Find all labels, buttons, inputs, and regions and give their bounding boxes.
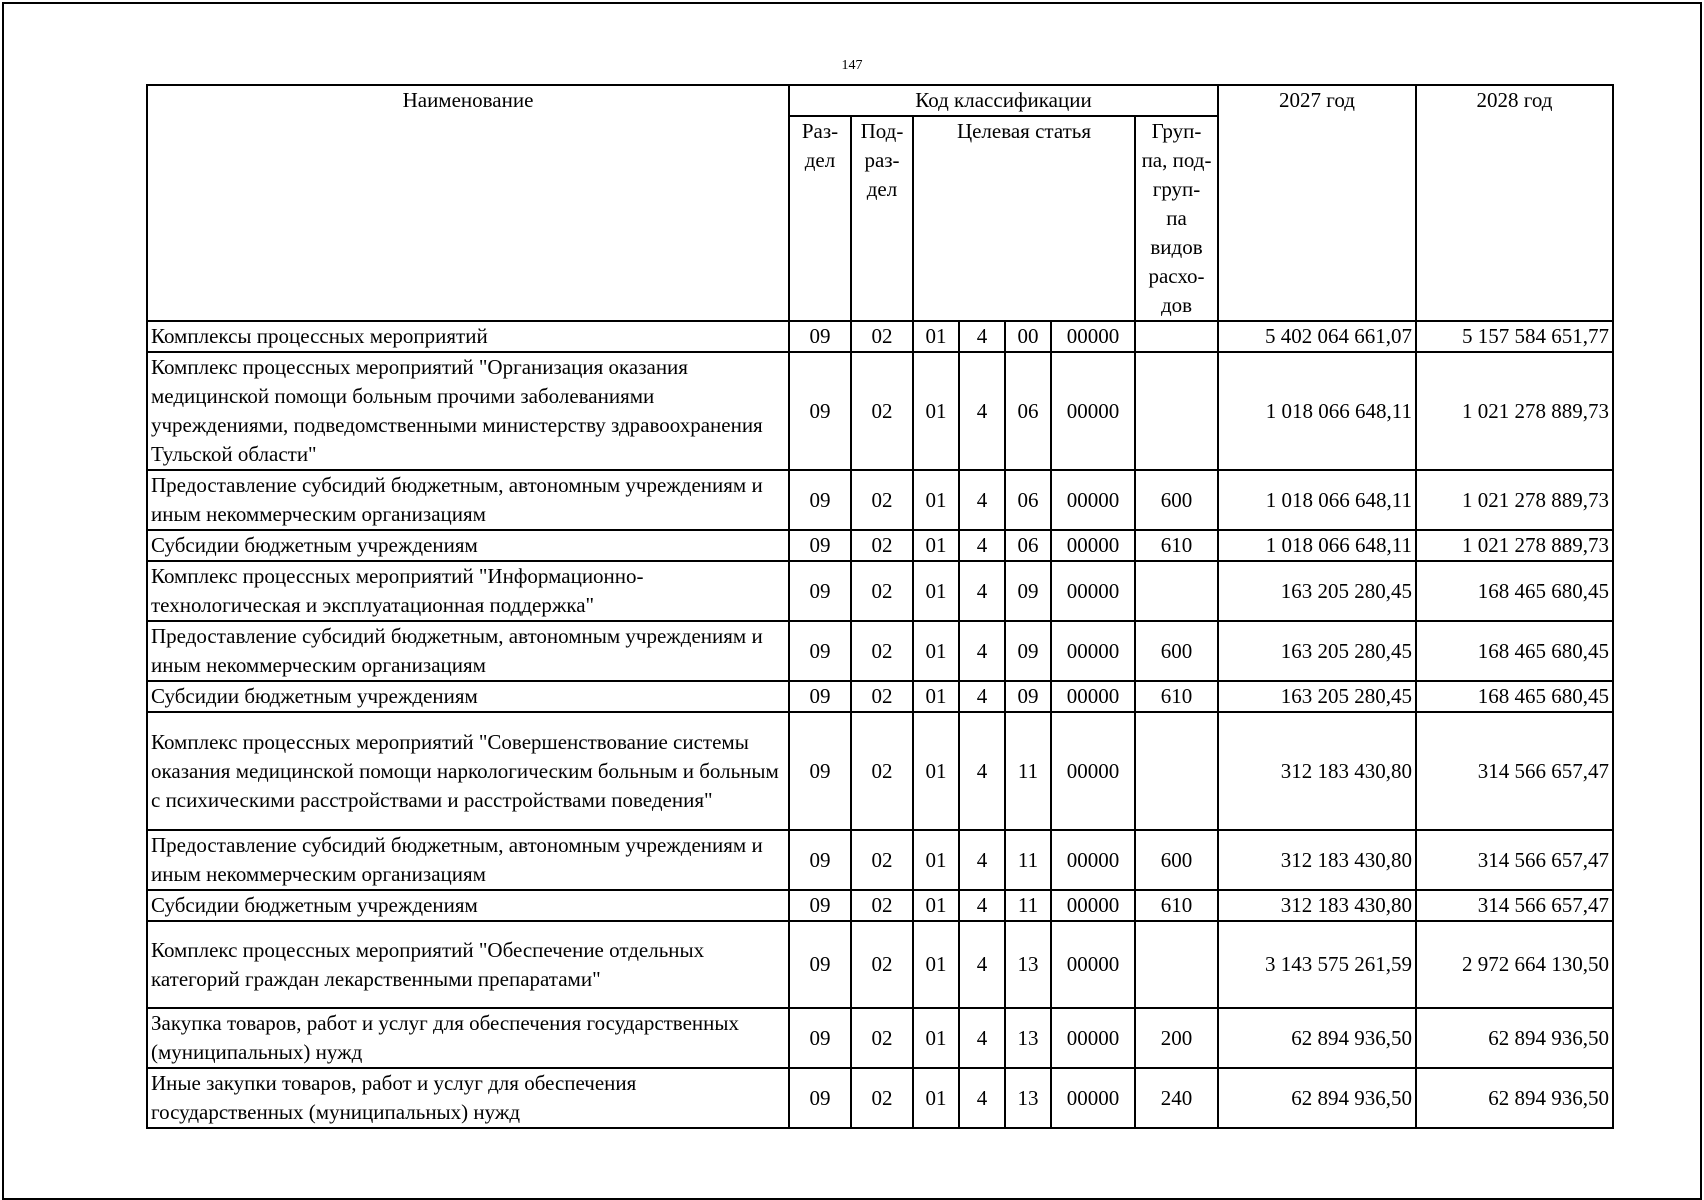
table-row xyxy=(147,470,1613,530)
target-direction-cell: 00000 xyxy=(1051,890,1135,921)
target-type-cell: 4 xyxy=(959,470,1005,530)
target-type-cell: 4 xyxy=(959,352,1005,470)
amount-2028-cell: 168 465 680,45 xyxy=(1416,621,1613,681)
table-row xyxy=(147,561,1613,621)
target-direction-cell: 00000 xyxy=(1051,1068,1135,1128)
row-name: Комплекс процессных мероприятий "Информационно-технологическая и эксплуатационная поддержка" xyxy=(147,561,789,621)
target-program-cell: 01 xyxy=(913,352,959,470)
target-direction-cell: 00000 xyxy=(1051,561,1135,621)
podrazdel-cell: 02 xyxy=(851,890,913,921)
target-direction-cell: 00000 xyxy=(1051,712,1135,830)
expense-group-cell: 600 xyxy=(1135,830,1218,890)
expense-group-cell: 240 xyxy=(1135,1068,1218,1128)
target-complex-cell: 13 xyxy=(1005,1068,1051,1128)
table-row xyxy=(147,890,1613,921)
amount-2027-cell: 5 402 064 661,07 xyxy=(1218,321,1416,352)
expense-group-cell xyxy=(1135,561,1218,621)
header-podrazdel: Под- раз- дел xyxy=(851,116,913,321)
expense-group-cell xyxy=(1135,921,1218,1008)
amount-2027-cell: 312 183 430,80 xyxy=(1218,830,1416,890)
target-program-cell: 01 xyxy=(913,321,959,352)
expense-group-cell xyxy=(1135,321,1218,352)
razdel-cell: 09 xyxy=(789,921,851,1008)
target-type-cell: 4 xyxy=(959,1008,1005,1068)
row-name: Предоставление субсидий бюджетным, автономным учреждениям и иным некоммерческим организациям xyxy=(147,830,789,890)
expense-group-cell: 610 xyxy=(1135,681,1218,712)
target-complex-cell: 09 xyxy=(1005,621,1051,681)
table-row xyxy=(147,681,1613,712)
amount-2028-cell: 168 465 680,45 xyxy=(1416,561,1613,621)
podrazdel-cell: 02 xyxy=(851,321,913,352)
target-type-cell: 4 xyxy=(959,681,1005,712)
row-name: Комплекс процессных мероприятий "Обеспечение отдельных категорий граждан лекарственными препаратами" xyxy=(147,921,789,1008)
table-row xyxy=(147,1008,1613,1068)
row-name: Комплекс процессных мероприятий "Совершенствование системы оказания медицинской помощи наркологическим больным и больным с психическими расстройствами и расстройствами поведения" xyxy=(147,712,789,830)
podrazdel-cell: 02 xyxy=(851,1008,913,1068)
target-complex-cell: 06 xyxy=(1005,530,1051,561)
row-name: Предоставление субсидий бюджетным, автономным учреждениям и иным некоммерческим организациям xyxy=(147,621,789,681)
razdel-cell: 09 xyxy=(789,1068,851,1128)
header-year-2027: 2027 год xyxy=(1218,85,1416,321)
target-complex-cell: 06 xyxy=(1005,470,1051,530)
target-program-cell: 01 xyxy=(913,530,959,561)
target-program-cell: 01 xyxy=(913,890,959,921)
target-type-cell: 4 xyxy=(959,321,1005,352)
row-name: Закупка товаров, работ и услуг для обеспечения государственных (муниципальных) нужд xyxy=(147,1008,789,1068)
target-complex-cell: 13 xyxy=(1005,921,1051,1008)
target-complex-cell: 06 xyxy=(1005,352,1051,470)
target-direction-cell: 00000 xyxy=(1051,530,1135,561)
razdel-cell: 09 xyxy=(789,681,851,712)
expense-group-cell: 610 xyxy=(1135,890,1218,921)
table-row xyxy=(147,352,1613,470)
razdel-cell: 09 xyxy=(789,530,851,561)
table-body xyxy=(147,321,1613,1128)
expense-group-cell: 200 xyxy=(1135,1008,1218,1068)
razdel-cell: 09 xyxy=(789,1008,851,1068)
target-program-cell: 01 xyxy=(913,470,959,530)
amount-2028-cell: 62 894 936,50 xyxy=(1416,1008,1613,1068)
table-row xyxy=(147,830,1613,890)
amount-2027-cell: 163 205 280,45 xyxy=(1218,561,1416,621)
amount-2027-cell: 62 894 936,50 xyxy=(1218,1068,1416,1128)
target-program-cell: 01 xyxy=(913,712,959,830)
razdel-cell: 09 xyxy=(789,712,851,830)
target-type-cell: 4 xyxy=(959,621,1005,681)
target-direction-cell: 00000 xyxy=(1051,352,1135,470)
amount-2027-cell: 312 183 430,80 xyxy=(1218,712,1416,830)
target-direction-cell: 00000 xyxy=(1051,681,1135,712)
razdel-cell: 09 xyxy=(789,621,851,681)
podrazdel-cell: 02 xyxy=(851,621,913,681)
expense-group-cell xyxy=(1135,352,1218,470)
amount-2027-cell: 163 205 280,45 xyxy=(1218,681,1416,712)
target-complex-cell: 11 xyxy=(1005,890,1051,921)
target-program-cell: 01 xyxy=(913,621,959,681)
amount-2028-cell: 314 566 657,47 xyxy=(1416,890,1613,921)
razdel-cell: 09 xyxy=(789,321,851,352)
table-row xyxy=(147,1068,1613,1128)
target-program-cell: 01 xyxy=(913,681,959,712)
target-complex-cell: 09 xyxy=(1005,561,1051,621)
target-direction-cell: 00000 xyxy=(1051,921,1135,1008)
razdel-cell: 09 xyxy=(789,352,851,470)
target-program-cell: 01 xyxy=(913,1068,959,1128)
row-name: Комплекс процессных мероприятий "Организация оказания медицинской помощи больным прочими заболеваниями учреждениями, подведомственными министерству здравоохранения Тульской области" xyxy=(147,352,789,470)
row-name: Субсидии бюджетным учреждениям xyxy=(147,681,789,712)
amount-2028-cell: 62 894 936,50 xyxy=(1416,1068,1613,1128)
podrazdel-cell: 02 xyxy=(851,530,913,561)
header-target-article: Целевая статья xyxy=(913,116,1135,321)
target-complex-cell: 09 xyxy=(1005,681,1051,712)
amount-2027-cell: 312 183 430,80 xyxy=(1218,890,1416,921)
row-name: Комплексы процессных мероприятий xyxy=(147,321,789,352)
target-complex-cell: 11 xyxy=(1005,712,1051,830)
header-name: Наименование xyxy=(147,85,789,321)
amount-2028-cell: 1 021 278 889,73 xyxy=(1416,530,1613,561)
podrazdel-cell: 02 xyxy=(851,921,913,1008)
razdel-cell: 09 xyxy=(789,561,851,621)
target-direction-cell: 00000 xyxy=(1051,321,1135,352)
amount-2028-cell: 5 157 584 651,77 xyxy=(1416,321,1613,352)
target-complex-cell: 13 xyxy=(1005,1008,1051,1068)
header-year-2028: 2028 год xyxy=(1416,85,1613,321)
budget-table xyxy=(146,84,1614,1129)
expense-group-cell xyxy=(1135,712,1218,830)
amount-2027-cell: 163 205 280,45 xyxy=(1218,621,1416,681)
expense-group-cell: 610 xyxy=(1135,530,1218,561)
target-direction-cell: 00000 xyxy=(1051,470,1135,530)
table-row xyxy=(147,921,1613,1008)
target-type-cell: 4 xyxy=(959,530,1005,561)
target-program-cell: 01 xyxy=(913,561,959,621)
amount-2027-cell: 62 894 936,50 xyxy=(1218,1008,1416,1068)
amount-2027-cell: 3 143 575 261,59 xyxy=(1218,921,1416,1008)
podrazdel-cell: 02 xyxy=(851,561,913,621)
podrazdel-cell: 02 xyxy=(851,712,913,830)
page-number: 147 xyxy=(841,58,863,73)
podrazdel-cell: 02 xyxy=(851,830,913,890)
razdel-cell: 09 xyxy=(789,470,851,530)
razdel-cell: 09 xyxy=(789,830,851,890)
row-name: Предоставление субсидий бюджетным, автономным учреждениям и иным некоммерческим организациям xyxy=(147,470,789,530)
target-type-cell: 4 xyxy=(959,890,1005,921)
razdel-cell: 09 xyxy=(789,890,851,921)
expense-group-cell: 600 xyxy=(1135,470,1218,530)
amount-2028-cell: 314 566 657,47 xyxy=(1416,830,1613,890)
table-row xyxy=(147,321,1613,352)
table-row xyxy=(147,621,1613,681)
expense-group-cell: 600 xyxy=(1135,621,1218,681)
amount-2028-cell: 2 972 664 130,50 xyxy=(1416,921,1613,1008)
row-name: Субсидии бюджетным учреждениям xyxy=(147,530,789,561)
target-complex-cell: 00 xyxy=(1005,321,1051,352)
header-razdel: Раз- дел xyxy=(789,116,851,321)
target-type-cell: 4 xyxy=(959,921,1005,1008)
amount-2027-cell: 1 018 066 648,11 xyxy=(1218,530,1416,561)
target-type-cell: 4 xyxy=(959,561,1005,621)
amount-2028-cell: 1 021 278 889,73 xyxy=(1416,352,1613,470)
target-program-cell: 01 xyxy=(913,830,959,890)
amount-2027-cell: 1 018 066 648,11 xyxy=(1218,352,1416,470)
podrazdel-cell: 02 xyxy=(851,470,913,530)
row-name: Иные закупки товаров, работ и услуг для обеспечения государственных (муниципальных) нужд xyxy=(147,1068,789,1128)
target-direction-cell: 00000 xyxy=(1051,1008,1135,1068)
target-type-cell: 4 xyxy=(959,712,1005,830)
podrazdel-cell: 02 xyxy=(851,352,913,470)
target-program-cell: 01 xyxy=(913,921,959,1008)
target-complex-cell: 11 xyxy=(1005,830,1051,890)
target-type-cell: 4 xyxy=(959,1068,1005,1128)
amount-2028-cell: 1 021 278 889,73 xyxy=(1416,470,1613,530)
podrazdel-cell: 02 xyxy=(851,1068,913,1128)
amount-2027-cell: 1 018 066 648,11 xyxy=(1218,470,1416,530)
target-direction-cell: 00000 xyxy=(1051,621,1135,681)
row-name: Субсидии бюджетным учреждениям xyxy=(147,890,789,921)
target-direction-cell: 00000 xyxy=(1051,830,1135,890)
target-program-cell: 01 xyxy=(913,1008,959,1068)
target-type-cell: 4 xyxy=(959,830,1005,890)
table-row xyxy=(147,712,1613,830)
podrazdel-cell: 02 xyxy=(851,681,913,712)
header-expense-group: Груп- па, под- груп- па видов расхо- дов xyxy=(1135,116,1218,321)
amount-2028-cell: 168 465 680,45 xyxy=(1416,681,1613,712)
amount-2028-cell: 314 566 657,47 xyxy=(1416,712,1613,830)
table-row xyxy=(147,530,1613,561)
header-code: Код классификации xyxy=(789,85,1218,116)
